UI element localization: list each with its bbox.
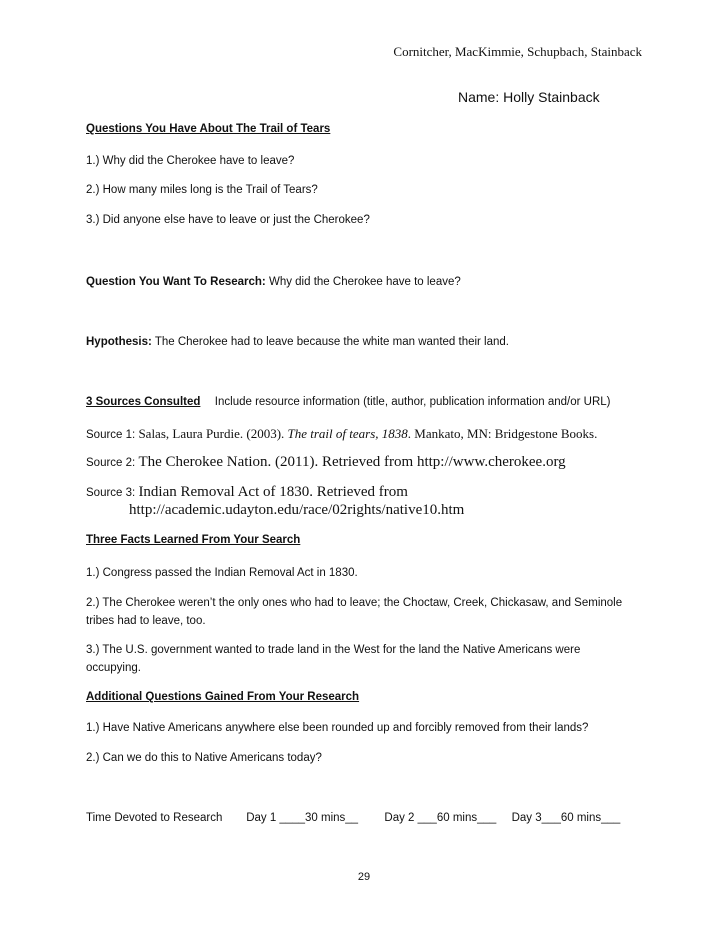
facts-heading: Three Facts Learned From Your Search	[86, 534, 301, 546]
source-3-label: Source 3:	[86, 487, 136, 499]
page-number: 29	[357, 871, 371, 883]
question-item-2: 2.) How many miles long is the Trail of Tears?	[86, 184, 318, 196]
time-devoted-row	[86, 812, 620, 824]
question-item-3: 3.) Did anyone else have to leave or just the Cherokee?	[86, 214, 370, 226]
source-2	[86, 454, 566, 471]
fact-2-line-2: tribes had to leave, too.	[86, 615, 206, 627]
research-question	[86, 276, 461, 288]
source-2-label: Source 2:	[86, 457, 136, 469]
research-question-value: Why did the Cherokee have to leave?	[268, 276, 461, 288]
time-label: Time Devoted to Research	[86, 812, 223, 824]
source-3-url: http://academic.udayton.edu/race/02rights/native10.htm	[129, 502, 465, 518]
time-day-2: Day 2 ___60 mins___	[384, 812, 497, 824]
additional-heading: Additional Questions Gained From Your Research	[86, 691, 360, 703]
source-1	[86, 426, 597, 442]
hypothesis	[86, 336, 509, 348]
name-value: Holly Stainback	[503, 89, 600, 105]
fact-3-line-1: 3.) The U.S. government wanted to trade land in the West for the land the Native Americans were	[86, 644, 581, 656]
header-authors: Cornitcher, MacKimmie, Schupbach, Stainback	[393, 44, 642, 59]
source-1-author: Salas, Laura Purdie. (2003).	[138, 426, 285, 441]
fact-3-line-2: occupying.	[86, 662, 141, 674]
sources-instruction: Include resource information (title, author, publication information and/or URL)	[214, 396, 611, 408]
fact-1: 1.) Congress passed the Indian Removal Act in 1830.	[86, 567, 358, 579]
student-name	[458, 89, 600, 105]
time-day-1: Day 1 ____30 mins__	[246, 812, 359, 824]
additional-question-1: 1.) Have Native Americans anywhere else been rounded up and forcibly removed from their lands?	[86, 722, 589, 734]
hypothesis-label: Hypothesis:	[86, 336, 152, 348]
source-3-text: Indian Removal Act of 1830. Retrieved from	[138, 484, 408, 500]
additional-question-2: 2.) Can we do this to Native Americans today?	[86, 752, 322, 764]
name-label: Name:	[458, 89, 500, 105]
time-day-3: Day 3___60 mins___	[511, 812, 621, 824]
source-1-label: Source 1:	[86, 429, 136, 441]
question-item-1: 1.) Why did the Cherokee have to leave?	[86, 155, 295, 167]
source-1-title: The trail of tears, 1838	[287, 426, 408, 441]
research-question-label: Question You Want To Research:	[86, 276, 266, 288]
sources-header	[86, 396, 610, 408]
source-3	[86, 484, 408, 501]
questions-heading: Questions You Have About The Trail of Tears	[86, 123, 331, 135]
source-1-publication: . Mankato, MN: Bridgestone Books.	[407, 426, 598, 441]
sources-heading: 3 Sources Consulted	[86, 396, 201, 408]
fact-2-line-1: 2.) The Cherokee weren’t the only ones who had to leave; the Choctaw, Creek, Chickasaw, and Seminole	[86, 597, 623, 609]
hypothesis-value: The Cherokee had to leave because the white man wanted their land.	[154, 336, 509, 348]
source-2-text: The Cherokee Nation. (2011). Retrieved from http://www.cherokee.org	[138, 454, 566, 470]
